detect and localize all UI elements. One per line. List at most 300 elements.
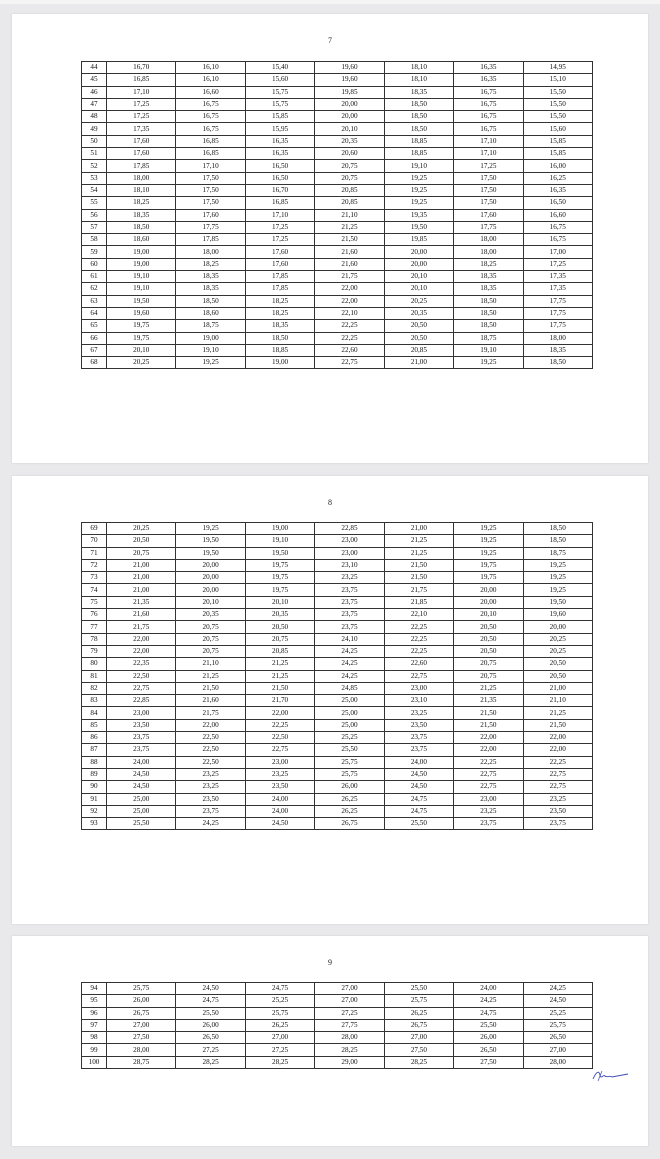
- value-cell: 26,75: [107, 1007, 176, 1019]
- table-row: [82, 523, 593, 535]
- value-cell: 23,75: [176, 805, 245, 817]
- value-cell: 16,50: [245, 172, 314, 184]
- value-cell: 18,10: [107, 184, 176, 196]
- value-cell: 20,60: [315, 148, 384, 160]
- table-row: [82, 1032, 593, 1044]
- row-index-cell: 68: [82, 357, 107, 369]
- row-index-cell: 72: [82, 559, 107, 571]
- value-cell: 25,50: [107, 818, 176, 830]
- table-row: [82, 744, 593, 756]
- value-cell: 24,00: [245, 793, 314, 805]
- value-cell: 27,00: [315, 983, 384, 995]
- value-cell: 28,75: [107, 1056, 176, 1068]
- value-cell: 18,75: [176, 320, 245, 332]
- value-cell: 16,70: [245, 184, 314, 196]
- value-cell: 16,85: [176, 135, 245, 147]
- value-cell: 18,85: [384, 135, 453, 147]
- value-cell: 20,10: [107, 344, 176, 356]
- table-row: [82, 246, 593, 258]
- value-cell: 21,10: [315, 209, 384, 221]
- value-cell: 24,50: [107, 768, 176, 780]
- value-cell: 21,25: [454, 682, 523, 694]
- value-cell: 25,25: [315, 732, 384, 744]
- table-row: [82, 357, 593, 369]
- value-cell: 21,50: [384, 559, 453, 571]
- row-index-cell: 58: [82, 234, 107, 246]
- table-row: [82, 535, 593, 547]
- value-cell: 19,00: [245, 357, 314, 369]
- table-row: [82, 805, 593, 817]
- table-row: [82, 670, 593, 682]
- value-cell: 26,25: [245, 1019, 314, 1031]
- table-row: [82, 209, 593, 221]
- value-cell: 20,10: [454, 609, 523, 621]
- value-cell: 18,50: [523, 357, 592, 369]
- value-cell: 16,10: [176, 62, 245, 74]
- value-cell: 16,60: [176, 86, 245, 98]
- row-index-cell: 98: [82, 1032, 107, 1044]
- value-cell: 23,25: [315, 572, 384, 584]
- value-cell: 18,00: [107, 172, 176, 184]
- value-cell: 24,25: [315, 645, 384, 657]
- value-cell: 25,00: [107, 793, 176, 805]
- table-row: [82, 818, 593, 830]
- value-cell: 18,25: [107, 197, 176, 209]
- value-cell: 19,75: [454, 572, 523, 584]
- value-cell: 25,75: [315, 756, 384, 768]
- table-row: [82, 707, 593, 719]
- value-cell: 24,00: [245, 805, 314, 817]
- value-cell: 17,35: [523, 283, 592, 295]
- value-cell: 16,35: [454, 74, 523, 86]
- value-cell: 28,00: [523, 1056, 592, 1068]
- value-cell: 24,00: [384, 756, 453, 768]
- value-cell: 17,85: [245, 271, 314, 283]
- value-cell: 16,75: [176, 111, 245, 123]
- table-row: [82, 658, 593, 670]
- value-cell: 19,50: [107, 295, 176, 307]
- value-cell: 16,85: [245, 197, 314, 209]
- value-cell: 17,60: [107, 148, 176, 160]
- value-cell: 19,10: [454, 344, 523, 356]
- table-row: [82, 148, 593, 160]
- value-cell: 16,75: [454, 86, 523, 98]
- value-cell: 17,75: [454, 221, 523, 233]
- row-index-cell: 66: [82, 332, 107, 344]
- value-cell: 26,50: [176, 1032, 245, 1044]
- value-cell: 16,75: [176, 98, 245, 110]
- table-row: [82, 172, 593, 184]
- row-index-cell: 71: [82, 547, 107, 559]
- value-cell: 18,50: [523, 523, 592, 535]
- table-row: [82, 258, 593, 270]
- value-cell: 22,00: [315, 295, 384, 307]
- value-cell: 17,10: [176, 160, 245, 172]
- value-cell: 21,25: [245, 670, 314, 682]
- value-cell: 18,35: [107, 209, 176, 221]
- value-cell: 23,25: [245, 768, 314, 780]
- table-row: [82, 62, 593, 74]
- value-cell: 23,75: [107, 744, 176, 756]
- value-cell: 19,25: [176, 523, 245, 535]
- value-cell: 25,25: [523, 1007, 592, 1019]
- value-cell: 18,50: [384, 123, 453, 135]
- value-cell: 24,50: [384, 781, 453, 793]
- value-cell: 15,85: [523, 135, 592, 147]
- row-index-cell: 64: [82, 307, 107, 319]
- value-cell: 15,85: [245, 111, 314, 123]
- value-cell: 24,50: [176, 983, 245, 995]
- row-index-cell: 48: [82, 111, 107, 123]
- value-cell: 18,35: [176, 283, 245, 295]
- row-index-cell: 73: [82, 572, 107, 584]
- value-cell: 20,00: [315, 111, 384, 123]
- value-cell: 22,75: [523, 781, 592, 793]
- value-cell: 24,85: [315, 682, 384, 694]
- value-cell: 27,00: [523, 1044, 592, 1056]
- value-cell: 24,25: [315, 658, 384, 670]
- value-cell: 17,00: [523, 246, 592, 258]
- value-cell: 21,50: [176, 682, 245, 694]
- value-cell: 20,10: [176, 596, 245, 608]
- table-row: [82, 123, 593, 135]
- table-row: [82, 197, 593, 209]
- value-cell: 21,00: [107, 559, 176, 571]
- value-cell: 19,85: [315, 86, 384, 98]
- value-cell: 24,50: [523, 995, 592, 1007]
- value-cell: 25,75: [523, 1019, 592, 1031]
- value-cell: 19,25: [176, 357, 245, 369]
- value-cell: 18,50: [523, 535, 592, 547]
- table-row: [82, 719, 593, 731]
- value-cell: 20,00: [315, 98, 384, 110]
- value-cell: 21,10: [523, 695, 592, 707]
- value-cell: 19,25: [384, 184, 453, 196]
- value-cell: 27,25: [315, 1007, 384, 1019]
- value-cell: 26,50: [454, 1044, 523, 1056]
- table-row: [82, 1044, 593, 1056]
- value-cell: 23,25: [523, 793, 592, 805]
- row-index-cell: 79: [82, 645, 107, 657]
- value-cell: 17,60: [454, 209, 523, 221]
- table-row: [82, 995, 593, 1007]
- value-cell: 19,75: [245, 559, 314, 571]
- value-cell: 22,75: [454, 781, 523, 793]
- value-cell: 20,00: [523, 621, 592, 633]
- value-cell: 18,85: [384, 148, 453, 160]
- table-row: [82, 74, 593, 86]
- value-cell: 20,00: [384, 246, 453, 258]
- value-cell: 22,75: [454, 768, 523, 780]
- value-cell: 21,75: [107, 621, 176, 633]
- value-cell: 25,50: [454, 1019, 523, 1031]
- value-cell: 18,25: [245, 307, 314, 319]
- value-cell: 22,35: [107, 658, 176, 670]
- value-cell: 24,50: [107, 781, 176, 793]
- row-index-cell: 62: [82, 283, 107, 295]
- value-cell: 23,75: [315, 609, 384, 621]
- table-row: [82, 307, 593, 319]
- value-cell: 23,00: [384, 682, 453, 694]
- value-cell: 20,10: [384, 271, 453, 283]
- row-index-cell: 67: [82, 344, 107, 356]
- value-cell: 19,25: [454, 535, 523, 547]
- value-cell: 28,25: [315, 1044, 384, 1056]
- value-cell: 18,50: [384, 98, 453, 110]
- value-cell: 17,50: [454, 184, 523, 196]
- value-cell: 24,75: [384, 805, 453, 817]
- value-cell: 18,00: [454, 234, 523, 246]
- row-index-cell: 87: [82, 744, 107, 756]
- value-cell: 20,25: [523, 645, 592, 657]
- value-cell: 22,00: [245, 707, 314, 719]
- value-cell: 20,35: [315, 135, 384, 147]
- table-row: [82, 781, 593, 793]
- row-index-cell: 90: [82, 781, 107, 793]
- value-cell: 23,25: [176, 768, 245, 780]
- value-cell: 17,35: [523, 271, 592, 283]
- value-cell: 20,35: [176, 609, 245, 621]
- value-cell: 23,25: [176, 781, 245, 793]
- table-row: [82, 344, 593, 356]
- value-cell: 27,00: [384, 1032, 453, 1044]
- row-index-cell: 57: [82, 221, 107, 233]
- value-cell: 24,25: [454, 995, 523, 1007]
- value-cell: 18,35: [176, 271, 245, 283]
- value-cell: 22,10: [384, 609, 453, 621]
- value-cell: 17,50: [176, 197, 245, 209]
- value-cell: 21,35: [454, 695, 523, 707]
- value-cell: 26,00: [454, 1032, 523, 1044]
- value-cell: 21,50: [454, 707, 523, 719]
- value-cell: 24,25: [315, 670, 384, 682]
- value-cell: 26,75: [384, 1019, 453, 1031]
- value-cell: 19,00: [245, 523, 314, 535]
- value-cell: 20,85: [315, 184, 384, 196]
- value-cell: 25,00: [107, 805, 176, 817]
- row-index-cell: 85: [82, 719, 107, 731]
- value-cell: 22,25: [384, 633, 453, 645]
- row-index-cell: 89: [82, 768, 107, 780]
- value-cell: 23,50: [245, 781, 314, 793]
- value-cell: 22,75: [523, 768, 592, 780]
- table-row: [82, 682, 593, 694]
- table-row: [82, 633, 593, 645]
- row-index-cell: 82: [82, 682, 107, 694]
- value-cell: 20,50: [454, 645, 523, 657]
- value-cell: 21,50: [315, 234, 384, 246]
- row-index-cell: 52: [82, 160, 107, 172]
- value-cell: 19,50: [176, 535, 245, 547]
- value-cell: 17,50: [454, 172, 523, 184]
- value-cell: 17,35: [107, 123, 176, 135]
- value-cell: 21,75: [315, 271, 384, 283]
- value-cell: 22,85: [315, 523, 384, 535]
- value-cell: 19,25: [454, 523, 523, 535]
- page-number: 8: [328, 498, 332, 507]
- table-row: [82, 559, 593, 571]
- value-cell: 19,60: [107, 307, 176, 319]
- value-cell: 22,00: [454, 744, 523, 756]
- value-cell: 19,25: [523, 572, 592, 584]
- value-cell: 24,50: [384, 768, 453, 780]
- value-cell: 21,85: [384, 596, 453, 608]
- value-cell: 20,50: [384, 320, 453, 332]
- value-cell: 16,35: [523, 184, 592, 196]
- value-cell: 24,25: [176, 818, 245, 830]
- value-cell: 17,75: [523, 295, 592, 307]
- row-index-cell: 93: [82, 818, 107, 830]
- value-cell: 23,75: [107, 732, 176, 744]
- value-cell: 23,75: [523, 818, 592, 830]
- row-index-cell: 70: [82, 535, 107, 547]
- value-cell: 20,75: [315, 172, 384, 184]
- score-table: [81, 522, 593, 830]
- table-row: [82, 184, 593, 196]
- value-cell: 20,75: [315, 160, 384, 172]
- value-cell: 20,25: [523, 633, 592, 645]
- value-cell: 22,60: [315, 344, 384, 356]
- value-cell: 24,75: [245, 983, 314, 995]
- value-cell: 21,00: [384, 357, 453, 369]
- value-cell: 19,85: [384, 234, 453, 246]
- value-cell: 22,25: [454, 756, 523, 768]
- value-cell: 23,75: [315, 621, 384, 633]
- row-index-cell: 50: [82, 135, 107, 147]
- value-cell: 18,75: [454, 332, 523, 344]
- value-cell: 24,75: [176, 995, 245, 1007]
- value-cell: 15,40: [245, 62, 314, 74]
- value-cell: 28,25: [245, 1056, 314, 1068]
- score-table: [81, 982, 593, 1069]
- table-row: [82, 695, 593, 707]
- table-row: [82, 547, 593, 559]
- value-cell: 20,00: [176, 572, 245, 584]
- value-cell: 21,50: [245, 682, 314, 694]
- value-cell: 19,10: [107, 271, 176, 283]
- value-cell: 18,00: [523, 332, 592, 344]
- value-cell: 20,85: [245, 645, 314, 657]
- row-index-cell: 47: [82, 98, 107, 110]
- value-cell: 21,25: [245, 658, 314, 670]
- value-cell: 16,85: [176, 148, 245, 160]
- value-cell: 22,50: [176, 756, 245, 768]
- value-cell: 22,00: [523, 732, 592, 744]
- value-cell: 25,75: [384, 995, 453, 1007]
- value-cell: 23,00: [315, 547, 384, 559]
- row-index-cell: 80: [82, 658, 107, 670]
- value-cell: 20,75: [454, 670, 523, 682]
- value-cell: 15,75: [245, 98, 314, 110]
- value-cell: 22,25: [384, 645, 453, 657]
- value-cell: 17,25: [107, 98, 176, 110]
- value-cell: 20,00: [454, 596, 523, 608]
- row-index-cell: 100: [82, 1056, 107, 1068]
- row-index-cell: 74: [82, 584, 107, 596]
- value-cell: 22,00: [523, 744, 592, 756]
- value-cell: 20,35: [245, 609, 314, 621]
- table-row: [82, 596, 593, 608]
- table-row: [82, 983, 593, 995]
- value-cell: 21,60: [176, 695, 245, 707]
- table-row: [82, 135, 593, 147]
- value-cell: 21,00: [107, 572, 176, 584]
- row-index-cell: 61: [82, 271, 107, 283]
- row-index-cell: 63: [82, 295, 107, 307]
- table-row: [82, 732, 593, 744]
- value-cell: 20,25: [107, 523, 176, 535]
- value-cell: 21,60: [315, 246, 384, 258]
- value-cell: 19,60: [315, 74, 384, 86]
- value-cell: 22,75: [245, 744, 314, 756]
- value-cell: 25,50: [315, 744, 384, 756]
- value-cell: 21,25: [384, 535, 453, 547]
- value-cell: 17,25: [107, 111, 176, 123]
- value-cell: 18,60: [176, 307, 245, 319]
- value-cell: 22,50: [245, 732, 314, 744]
- value-cell: 17,10: [454, 148, 523, 160]
- value-cell: 19,50: [245, 547, 314, 559]
- value-cell: 18,35: [523, 344, 592, 356]
- document-page-7: [12, 14, 648, 463]
- value-cell: 28,25: [384, 1056, 453, 1068]
- table-row: [82, 332, 593, 344]
- value-cell: 20,25: [384, 295, 453, 307]
- value-cell: 14,95: [523, 62, 592, 74]
- value-cell: 27,25: [176, 1044, 245, 1056]
- value-cell: 20,50: [245, 621, 314, 633]
- value-cell: 18,50: [454, 295, 523, 307]
- value-cell: 26,25: [315, 793, 384, 805]
- value-cell: 24,00: [454, 983, 523, 995]
- value-cell: 27,50: [107, 1032, 176, 1044]
- table-row: [82, 1007, 593, 1019]
- value-cell: 15,50: [523, 86, 592, 98]
- value-cell: 19,35: [384, 209, 453, 221]
- value-cell: 25,50: [384, 818, 453, 830]
- value-cell: 16,75: [454, 123, 523, 135]
- value-cell: 16,75: [523, 221, 592, 233]
- value-cell: 17,85: [245, 283, 314, 295]
- value-cell: 21,50: [454, 719, 523, 731]
- value-cell: 22,10: [315, 307, 384, 319]
- value-cell: 21,25: [523, 707, 592, 719]
- value-cell: 25,00: [315, 707, 384, 719]
- value-cell: 19,00: [107, 246, 176, 258]
- value-cell: 17,85: [176, 234, 245, 246]
- value-cell: 21,50: [384, 572, 453, 584]
- value-cell: 19,25: [454, 357, 523, 369]
- value-cell: 16,50: [245, 160, 314, 172]
- value-cell: 18,50: [454, 320, 523, 332]
- value-cell: 15,50: [523, 98, 592, 110]
- value-cell: 19,25: [523, 584, 592, 596]
- value-cell: 20,35: [384, 307, 453, 319]
- value-cell: 16,10: [176, 74, 245, 86]
- value-cell: 23,25: [454, 805, 523, 817]
- value-cell: 23,10: [315, 559, 384, 571]
- value-cell: 28,00: [107, 1044, 176, 1056]
- table-row: [82, 221, 593, 233]
- value-cell: 22,25: [245, 719, 314, 731]
- row-index-cell: 69: [82, 523, 107, 535]
- value-cell: 17,25: [245, 221, 314, 233]
- value-cell: 20,75: [454, 658, 523, 670]
- table-row: [82, 295, 593, 307]
- value-cell: 22,25: [315, 332, 384, 344]
- value-cell: 21,60: [107, 609, 176, 621]
- value-cell: 20,75: [176, 621, 245, 633]
